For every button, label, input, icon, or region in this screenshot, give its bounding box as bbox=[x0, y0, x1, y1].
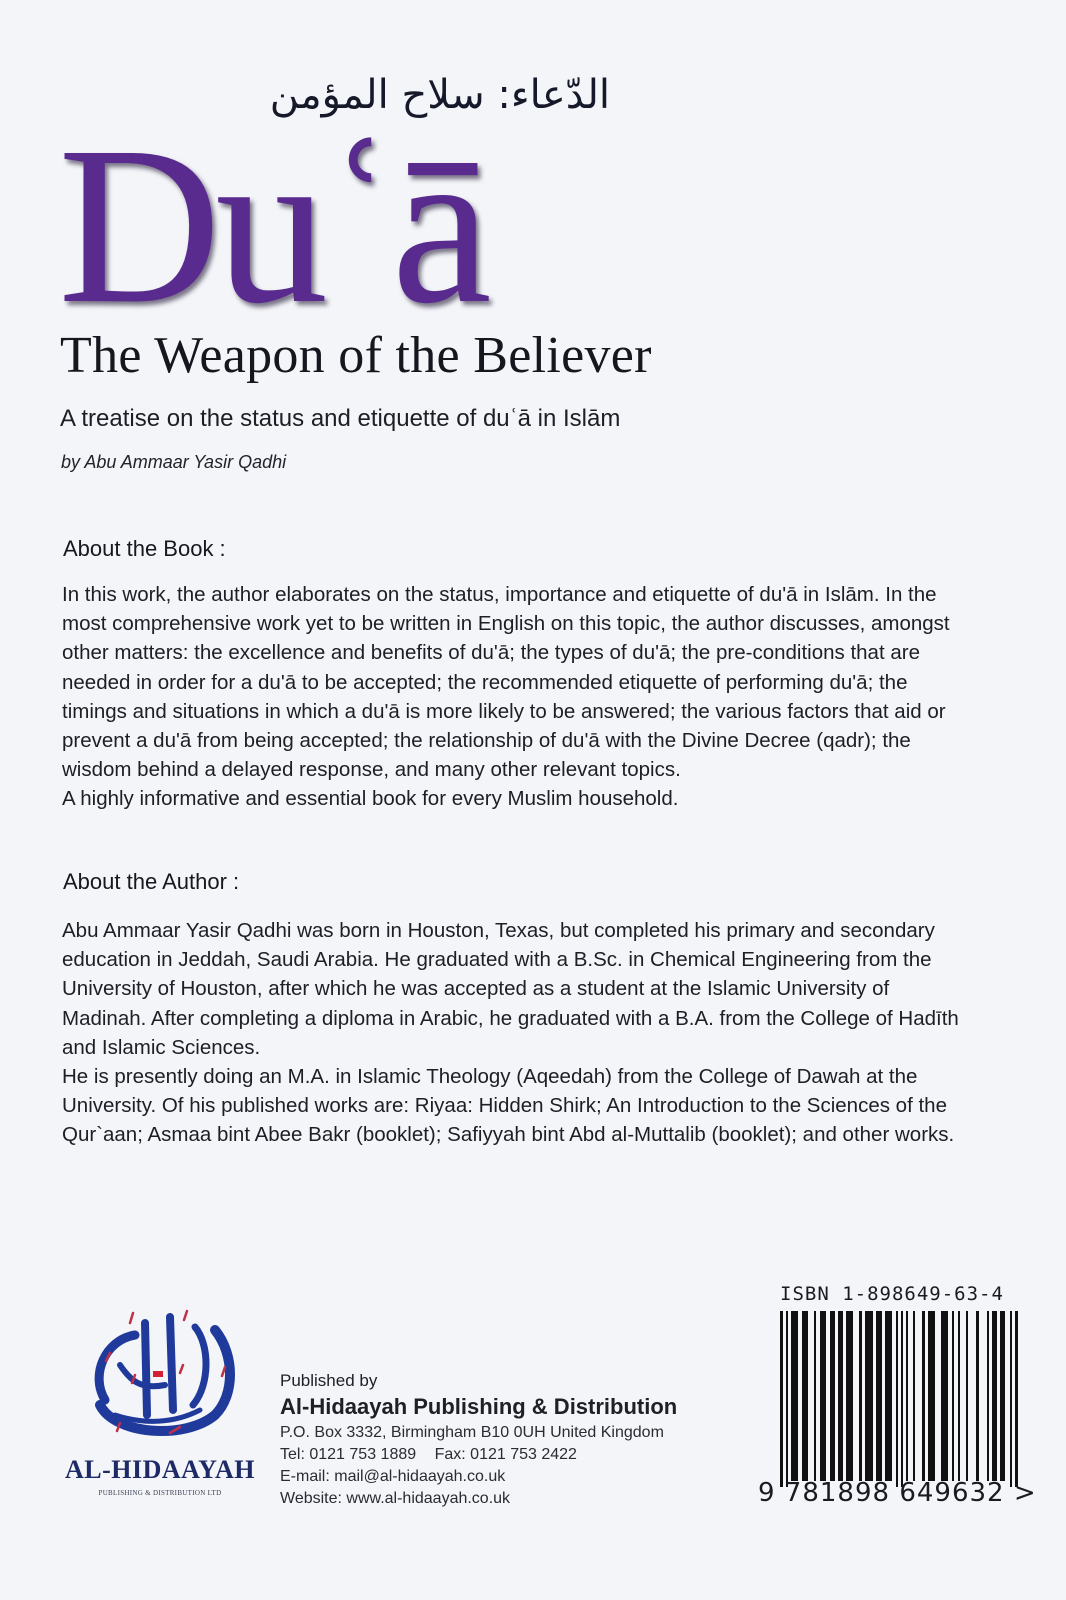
main-title: Duʿā bbox=[58, 100, 486, 350]
tel-value: 0121 753 1889 bbox=[309, 1446, 417, 1463]
about-book-heading: About the Book : bbox=[63, 536, 226, 561]
book-tagline: A treatise on the status and etiquette of duʿā in Islām bbox=[60, 405, 621, 432]
publisher-logo-subtitle: PUBLISHING & DISTRIBUTION LTD bbox=[98, 1489, 222, 1497]
tel-label: Tel: bbox=[280, 1446, 305, 1463]
publisher-info bbox=[280, 1370, 677, 1510]
published-by-label: Published by bbox=[280, 1371, 378, 1390]
email-value: mail@al-hidaayah.co.uk bbox=[334, 1468, 506, 1485]
author-byline: by Abu Ammaar Yasir Qadhi bbox=[61, 452, 287, 472]
about-book-paragraph: A highly informative and essential book for every Muslim household. bbox=[62, 787, 679, 811]
publisher-email-line bbox=[280, 1466, 677, 1488]
book-subtitle: The Weapon of the Believer bbox=[60, 327, 652, 384]
barcode-icon bbox=[780, 1311, 1020, 1487]
about-author-paragraph: Abu Ammaar Yasir Qadhi was born in Houston, Texas, but completed his primary and secondary education in Jeddah, Saudi Arabia. He graduated with a B.Sc. in Chemical Engineering from the University of Houston, after which he was accepted as a student at the Islamic University of Madinah. After completing a diploma in Arabic, he graduated with a B.A. from the College of Hadīth and Islamic Sciences. bbox=[62, 919, 959, 1059]
about-book-body bbox=[62, 580, 962, 814]
arabic-title: الدّعاء: سلاح المؤمن bbox=[269, 72, 610, 118]
barcode-digits: 9 781898 649632 > bbox=[758, 1478, 1037, 1508]
publisher-logo-name: AL-HIDAAYAH bbox=[65, 1455, 255, 1484]
website-label: Website: bbox=[280, 1490, 342, 1507]
publisher-logo bbox=[60, 1305, 260, 1505]
about-author-body bbox=[62, 916, 962, 1150]
email-label: E-mail: bbox=[280, 1468, 330, 1485]
publisher-phone-line bbox=[280, 1444, 677, 1466]
fax-label: Fax: bbox=[434, 1446, 466, 1463]
publisher-address: P.O. Box 3332, Birmingham B10 0UH United Kingdom bbox=[280, 1424, 664, 1441]
publisher-name: Al-Hidaayah Publishing & Distribution bbox=[280, 1394, 678, 1419]
isbn-label: ISBN 1-898649-63-4 bbox=[780, 1283, 1004, 1305]
about-author-paragraph: He is presently doing an M.A. in Islamic Theology (Aqeedah) from the College of Dawah at the University. Of his published works are: Riyaa: Hidden Shirk; An Introduction to the Sciences of the Qur`aan; Asmaa bint Abee Bakr (booklet); Safiyyah bint Abd al-Muttalib (booklet); and other works. bbox=[62, 1065, 955, 1147]
about-author-heading: About the Author : bbox=[63, 869, 240, 894]
publisher-website-line bbox=[280, 1488, 677, 1510]
website-value: www.al-hidaayah.co.uk bbox=[346, 1490, 511, 1507]
about-book-paragraph: In this work, the author elaborates on the status, importance and etiquette of du'ā in Islām. In the most comprehensive work yet to be written in English on this topic, the author discusses, amongst other matters: the excellence and benefits of du'ā; the types of du'ā; the pre-conditions that are needed in order for a du'ā to be accepted; the recommended etiquette of performing du'ā; the timings and situations in which a du'ā is more likely to be answered; the various factors that aid or prevent a du'ā from being accepted; the relationship of du'ā with the Divine Decree (qadr); the wisdom behind a delayed response, and many other relevant topics. bbox=[62, 583, 950, 782]
fax-value: 0121 753 2422 bbox=[470, 1446, 577, 1463]
calligraphy-logo-icon bbox=[75, 1305, 245, 1455]
